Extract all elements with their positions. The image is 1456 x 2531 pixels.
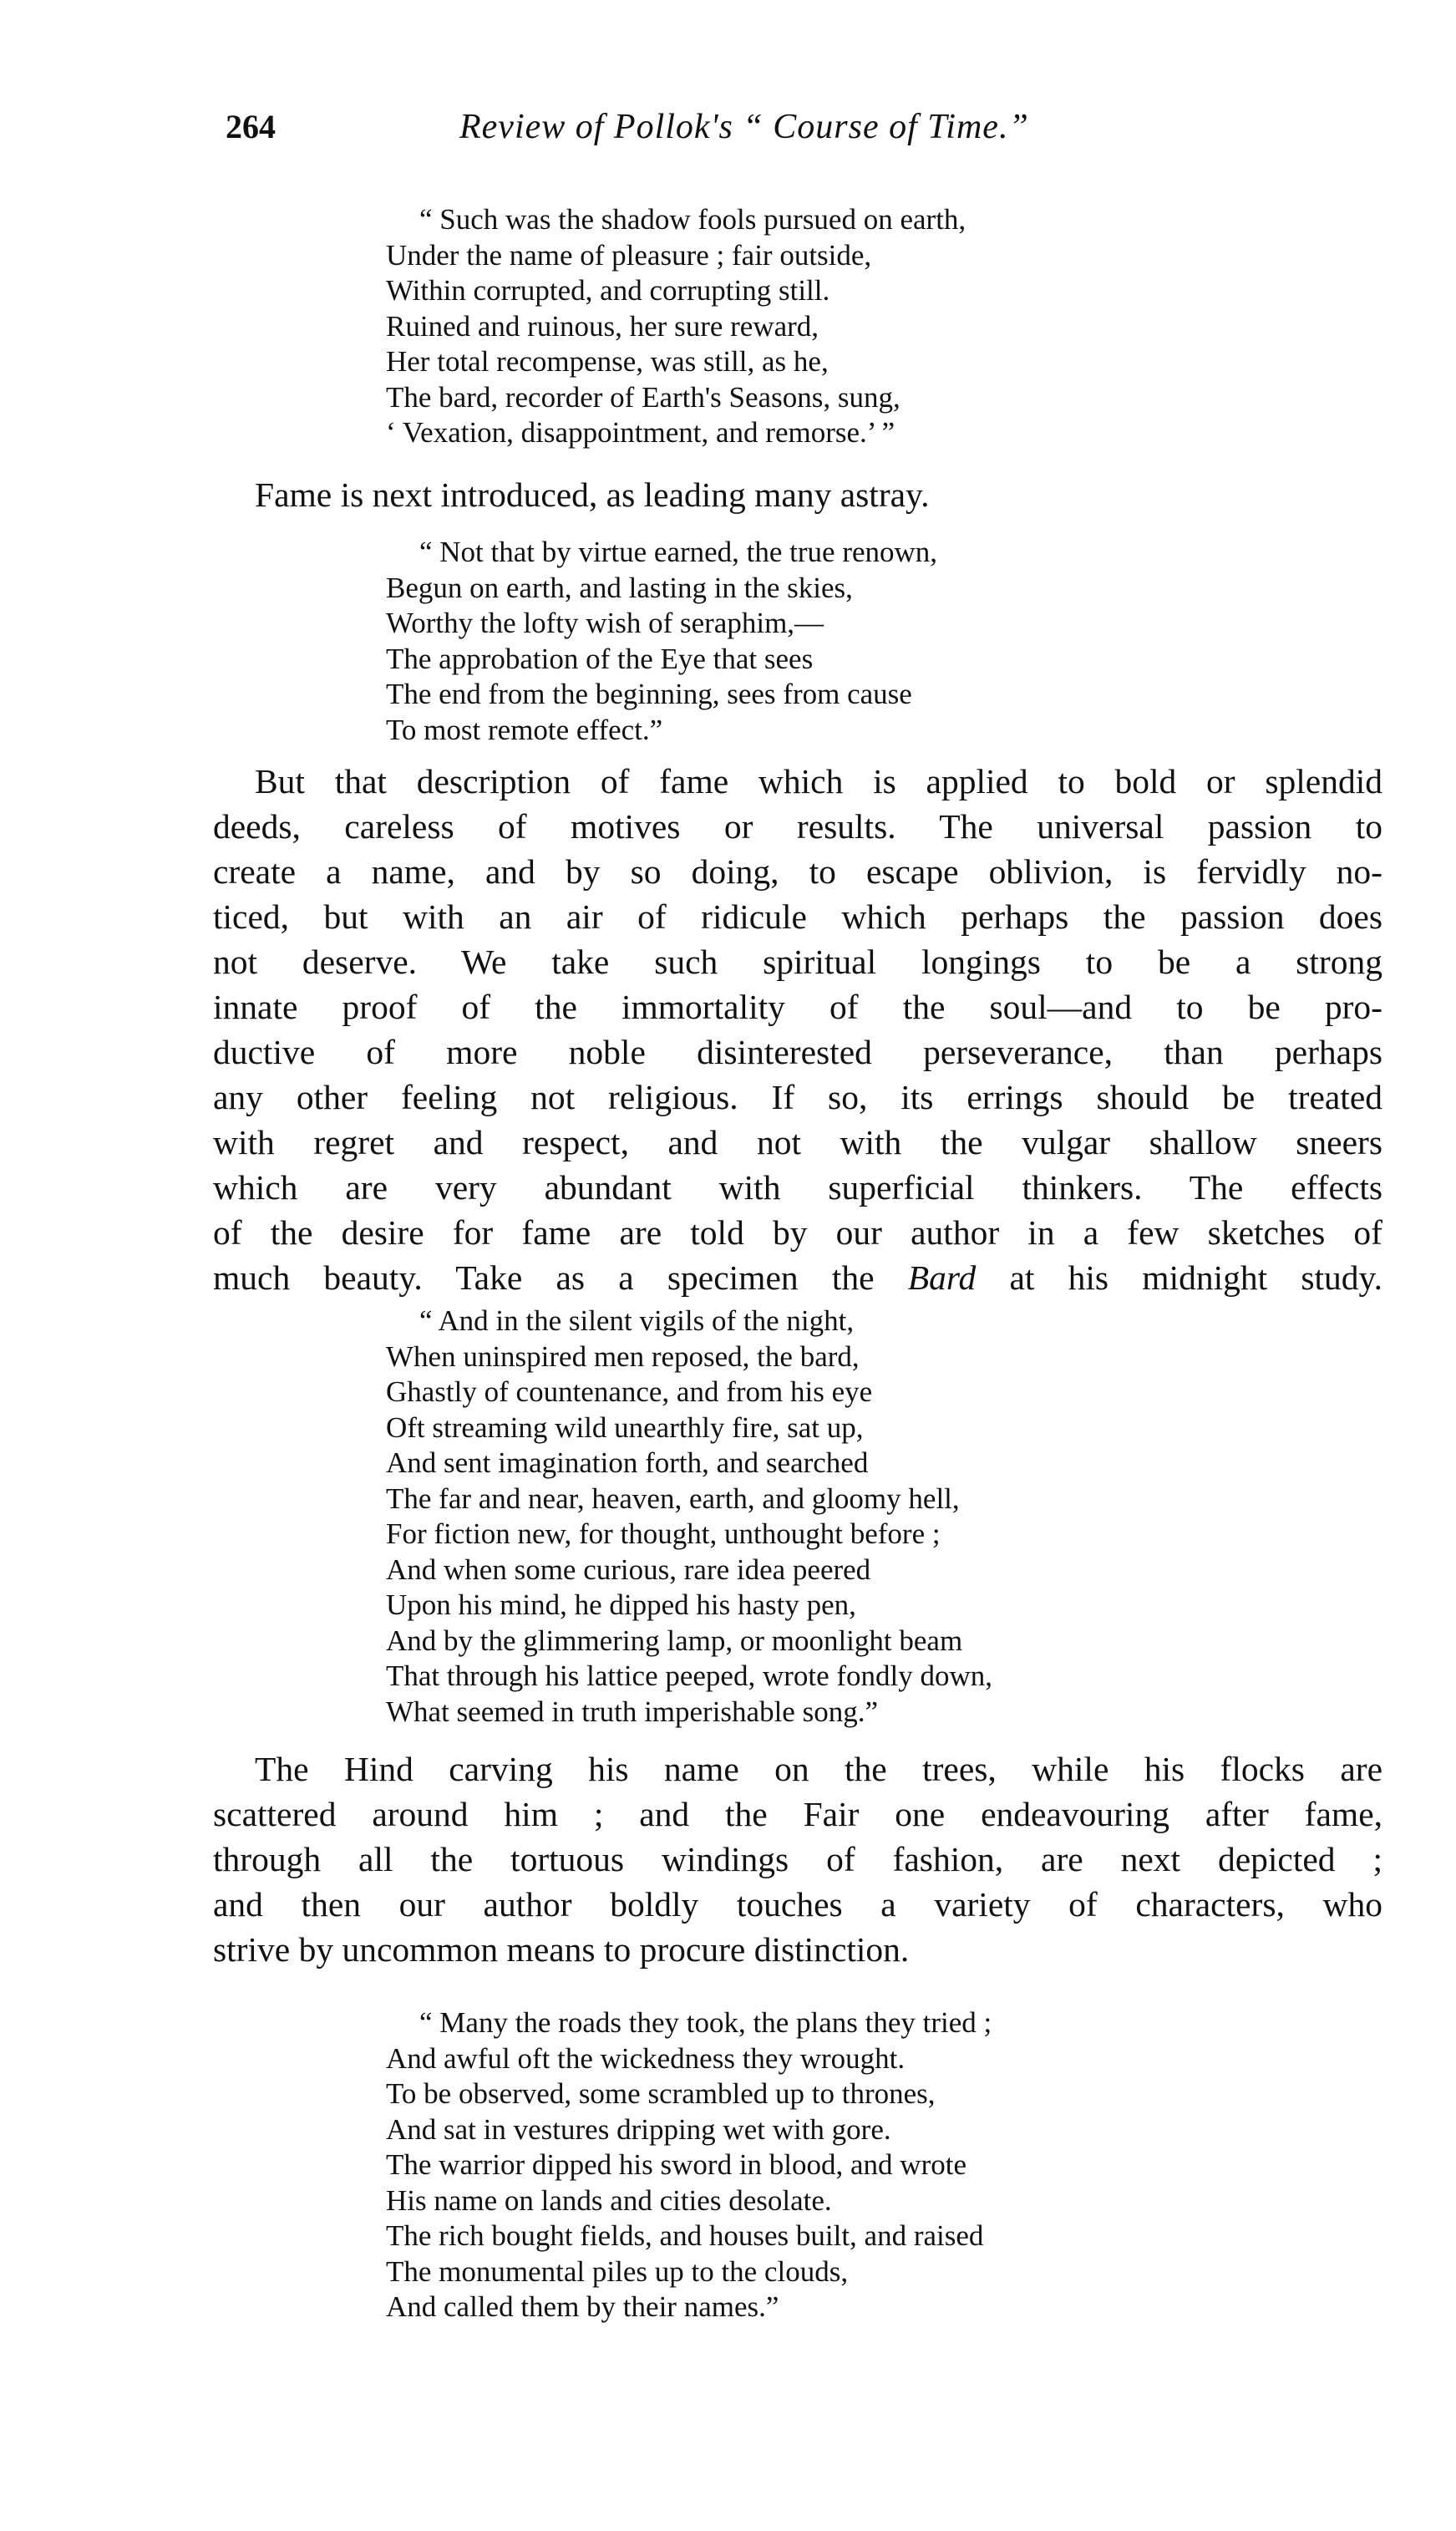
fame-intro-line: Fame is next introduced, as leading many astray.: [255, 475, 930, 514]
paragraph-line: create a name, and by so doing, to escape oblivion, is fervidly no-: [213, 852, 1382, 891]
verse-line: “ Many the roads they took, the plans they tried ;: [419, 2006, 992, 2039]
page-number: 264: [226, 108, 276, 145]
verse-line: Upon his mind, he dipped his hasty pen,: [386, 1588, 856, 1621]
paragraph-line: any other feeling not religious. If so, its errings should be treated: [213, 1078, 1382, 1116]
verse-quote-pleasure: [386, 202, 966, 451]
verse-line: The bard, recorder of Earth's Seasons, sung,: [386, 380, 900, 414]
verse-line: And sent imagination forth, and searched: [386, 1446, 869, 1479]
verse-line: “ Such was the shadow fools pursued on earth,: [419, 203, 966, 236]
verse-line: Oft streaming wild unearthly fire, sat up,: [386, 1410, 864, 1444]
verse-line: ‘ Vexation, disappointment, and remorse.’ ”: [386, 416, 895, 449]
verse-line: The rich bought fields, and houses built, and raised: [386, 2219, 984, 2252]
verse-line: That through his lattice peeped, wrote fondly down,: [386, 1659, 993, 1692]
verse-line: “ Not that by virtue earned, the true renown,: [419, 536, 938, 568]
paragraph-line: innate proof of the immortality of the soul—and to be pro-: [213, 988, 1382, 1026]
verse-line: Under the name of pleasure ; fair outside,: [386, 238, 872, 272]
paragraph-line: ticed, but with an air of ridicule which perhaps the passion does: [213, 897, 1382, 936]
verse-line: His name on lands and cities desolate.: [386, 2183, 832, 2217]
paragraph-line: not deserve. We take such spiritual longings to be a strong: [213, 943, 1382, 981]
verse-line: Her total recompense, was still, as he,: [386, 345, 829, 378]
paragraph-line: with regret and respect, and not with the vulgar shallow sneers: [213, 1123, 1382, 1161]
italic-term-bard: Bard: [907, 1258, 977, 1297]
paragraph-line: ductive of more noble disinterested perseverance, than perhaps: [213, 1033, 1382, 1071]
paragraph-line: scattered around him ; and the Fair one endeavouring after fame,: [213, 1795, 1382, 1833]
paragraph-line-last: [213, 1255, 1382, 1300]
verse-line: The far and near, heaven, earth, and gloomy hell,: [386, 1481, 960, 1515]
verse-line: And when some curious, rare idea peered: [386, 1553, 871, 1586]
paragraph-line: But that description of fame which is applied to bold or splendid: [255, 762, 1382, 800]
verse-line: Within corrupted, and corrupting still.: [386, 274, 830, 307]
paragraph-line: through all the tortuous windings of fashion, are next depicted ;: [213, 1840, 1382, 1878]
verse-line: “ And in the silent vigils of the night,: [419, 1304, 855, 1337]
verse-line: Begun on earth, and lasting in the skies,: [386, 571, 853, 604]
paragraph-line: The Hind carving his name on the trees, while his flocks are: [255, 1750, 1382, 1788]
verse-line: The monumental piles up to the clouds,: [386, 2254, 849, 2288]
running-head: Review of Pollok's “ Course of Time.”: [459, 108, 1029, 146]
verse-line: The warrior dipped his sword in blood, and wrote: [386, 2148, 966, 2181]
paragraph-fame-description: [213, 759, 1382, 1300]
verse-line: To be observed, some scrambled up to thrones,: [386, 2077, 936, 2110]
verse-line: To most remote effect.”: [386, 713, 663, 746]
verse-line: And by the glimmering lamp, or moonlight beam: [386, 1624, 963, 1657]
verse-line: Worthy the lofty wish of seraphim,—: [386, 607, 824, 639]
verse-quote-bard: [386, 1304, 992, 1730]
verse-line: Ruined and ruinous, her sure reward,: [386, 309, 819, 343]
verse-line: Ghastly of countenance, and from his eye: [386, 1375, 873, 1408]
verse-line: What seemed in truth imperishable song.”: [386, 1695, 879, 1728]
verse-line: And sat in vestures dripping wet with gore.: [386, 2112, 891, 2146]
verse-quote-renown: [386, 535, 937, 748]
paragraph-line: which are very abundant with superficial thinkers. The effects: [213, 1168, 1382, 1207]
verse-line: The end from the beginning, sees from cause: [386, 678, 912, 710]
paragraph-line: deeds, careless of motives or results. The universal passion to: [213, 807, 1382, 846]
paragraph-line: strive by uncommon means to procure distinction.: [213, 1930, 910, 1969]
page-header: [226, 107, 1228, 157]
verse-line: And awful oft the wickedness they wrought.: [386, 2041, 906, 2075]
paragraph-line: and then our author boldly touches a variety of characters, who: [213, 1885, 1382, 1924]
verse-line: When uninspired men reposed, the bard,: [386, 1339, 860, 1373]
paragraph-hind-and-fair: [213, 1746, 1382, 1972]
verse-line: For fiction new, for thought, unthought before ;: [386, 1517, 941, 1550]
paragraph-line: of the desire for fame are told by our author in a few sketches of: [213, 1213, 1382, 1252]
verse-line: The approbation of the Eye that sees: [386, 642, 814, 675]
verse-quote-roads: [386, 2005, 992, 2325]
paragraph-text: much beauty. Take as a specimen the: [213, 1258, 908, 1297]
verse-line: And called them by their names.”: [386, 2290, 779, 2323]
paragraph-text: at his midnight study.: [976, 1258, 1382, 1297]
